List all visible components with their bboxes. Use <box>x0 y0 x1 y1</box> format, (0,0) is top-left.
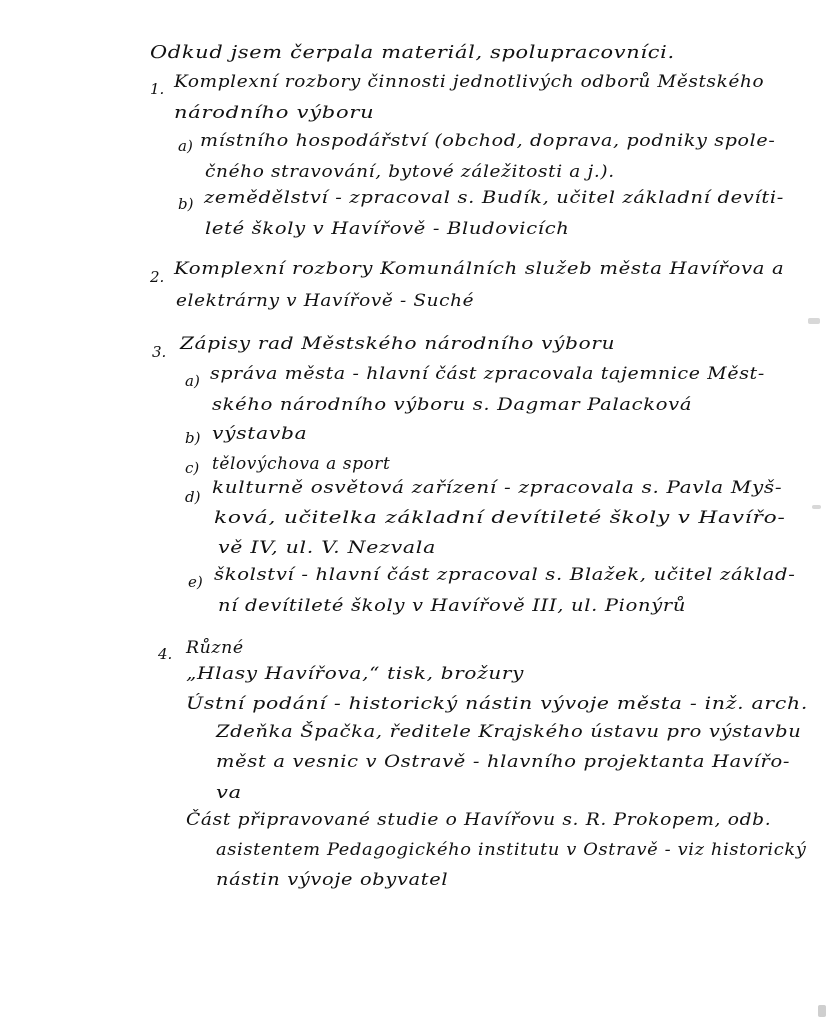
item-text-line: va <box>216 783 242 803</box>
section-text-line: Různé <box>186 638 244 658</box>
item-text-line: zemědělství - zpracoval s. Budík, učitel základní devíti- <box>204 188 785 208</box>
section-text-line: Zápisy rad Městského národního výboru <box>180 334 616 354</box>
item-text-line: Ústní podání - historický nástin vývoje města - inž. arch. <box>186 694 809 714</box>
item-text-line: tělovýchova a sport <box>212 454 391 474</box>
section-text-line: národního výboru <box>174 103 375 123</box>
item-text-line: leté školy v Havířově - Bludovicích <box>205 219 570 239</box>
scan-speck <box>818 1005 826 1017</box>
section-text-line: elektrárny v Havířově - Suché <box>176 291 475 311</box>
scan-speck <box>808 318 820 324</box>
item-text-line: nástin vývoje obyvatel <box>216 870 449 890</box>
item-text-line: měst a vesnic v Ostravě - hlavního projektanta Havířo- <box>216 752 791 772</box>
item-text-line: školství - hlavní část zpracoval s. Blažek, učitel základ- <box>214 565 796 585</box>
item-text-line: Zdeňka Špačka, ředitele Krajského ústavu pro výstavbu <box>216 722 802 742</box>
item-label: d) <box>185 488 201 506</box>
section-number: 1. <box>150 80 165 98</box>
item-label: c) <box>185 459 200 477</box>
scan-speck <box>812 505 821 509</box>
section-number: 4. <box>158 645 173 663</box>
item-text-line: výstavba <box>212 424 308 444</box>
item-text-line: čného stravování, bytové záležitosti a j.). <box>205 162 615 182</box>
item-label: b) <box>178 195 194 213</box>
page-heading: Odkud jsem čerpala materiál, spolupracovníci. <box>150 42 675 63</box>
item-text-line: ková, učitelka základní devítileté školy v Havířo- <box>214 508 786 528</box>
item-text-line: vě IV, ul. V. Nezvala <box>218 538 437 558</box>
item-text-line: místního hospodářství (obchod, doprava, podniky spole- <box>200 131 776 151</box>
section-text-line: Komplexní rozbory činnosti jednotlivých odborů Městského <box>174 72 765 92</box>
section-text-line: Komplexní rozbory Komunálních služeb města Havířova a <box>174 259 785 279</box>
item-text-line: Část připravované studie o Havířovu s. R. Prokopem, odb. <box>186 810 772 830</box>
section-number: 3. <box>152 343 167 361</box>
item-text-line: správa města - hlavní část zpracovala tajemnice Měst- <box>210 364 765 384</box>
section-number: 2. <box>150 268 165 286</box>
item-label: a) <box>185 372 200 390</box>
item-label: a) <box>178 137 193 155</box>
item-text-line: kulturně osvětová zařízení - zpracovala s. Pavla Myš- <box>212 478 783 498</box>
item-label: e) <box>188 573 203 591</box>
item-text-line: „Hlasy Havířova,“ tisk, brožury <box>186 664 525 684</box>
item-text-line: asistentem Pedagogického institutu v Ostravě - viz historický <box>216 840 807 860</box>
item-text-line: ní devítileté školy v Havířově III, ul. Pionýrů <box>218 596 687 616</box>
item-label: b) <box>185 429 201 447</box>
item-text-line: ského národního výboru s. Dagmar Palacková <box>212 395 693 415</box>
